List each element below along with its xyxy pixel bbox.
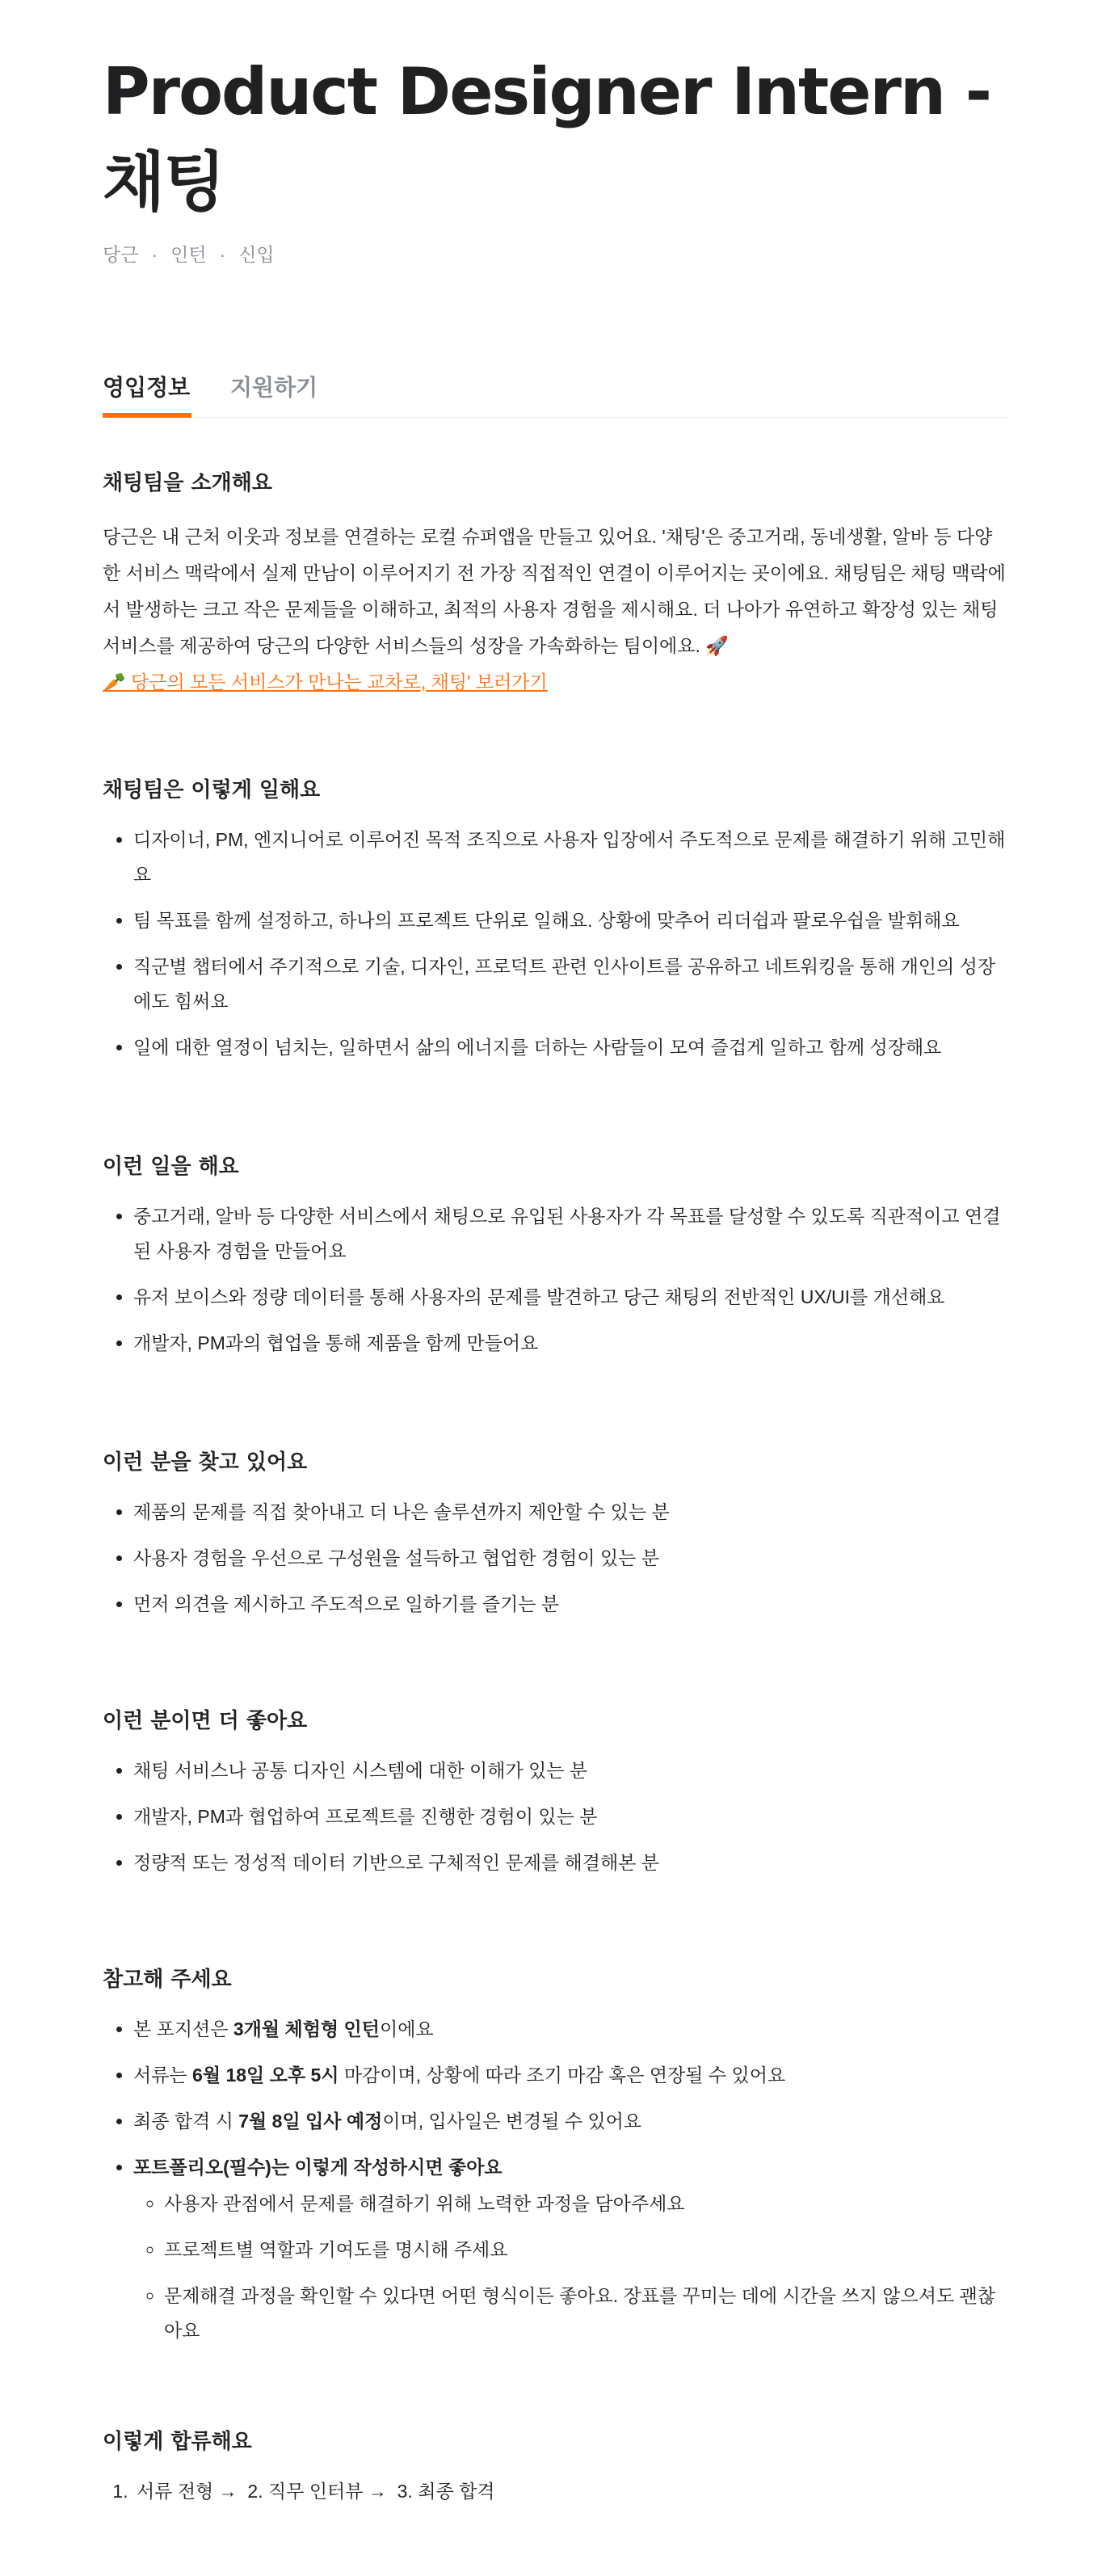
list-item: • 제품의 문제를 직접 찾아내고 더 나은 솔루션까지 제안할 수 있는 분	[133, 1495, 1007, 1530]
section-notes	[103, 1965, 1007, 2359]
requirements-list	[103, 1495, 1007, 1622]
note-text: 마감이며, 상황에 따라 조기 마감 혹은 연장될 수 있어요	[339, 2065, 786, 2086]
list-item: • 팀 목표를 함께 설정하고, 하나의 프로젝트 단위로 일해요. 상황에 맞추어 리더쉽과 팔로우쉽을 발휘해요	[133, 903, 1007, 938]
list-item: ◦ 사용자 관점에서 문제를 해결하기 위해 노력한 과정을 담아주세요	[164, 2187, 1007, 2221]
arrow-right-icon: →	[368, 2481, 387, 2502]
list-item: • 정량적 또는 정성적 데이터 기반으로 구체적인 문제를 해결해본 분	[133, 1846, 1007, 1880]
list-item	[133, 2058, 1007, 2093]
section-title: 이런 일을 해요	[103, 1155, 239, 1179]
note-emphasis: 포트폴리오(필수)는 이렇게 작성하시면 좋아요	[133, 2157, 503, 2178]
process-steps: 1. 서류 전형 → 2. 직무 인터뷰 → 3. 최종 합격	[133, 2474, 1007, 2509]
list-item: • 먼저 의견을 제시하고 주도적으로 일하기를 즐기는 분	[133, 1587, 1007, 1622]
list-item	[133, 2104, 1007, 2139]
step-final-offer: 최종 합격	[418, 2481, 495, 2502]
chat-story-link[interactable]: 🥕 당근의 모든 서비스가 만나는 교차로, 채팅' 보러가기	[103, 671, 548, 692]
section-title: 이런 분이면 더 좋아요	[103, 1709, 308, 1733]
list-item: • 사용자 경험을 우선으로 구성원을 설득하고 협업한 경험이 있는 분	[133, 1541, 1007, 1576]
note-text: 본 포지션은	[133, 2018, 233, 2039]
section-title: 채팅팀을 소개해요	[103, 471, 272, 495]
meta-company: 당근	[103, 244, 139, 265]
list-item: ◦ 문제해결 과정을 확인할 수 있다면 어떤 형식이든 좋아요. 장표를 꾸미는 데에 시간을 쓰지 않으셔도 괜찮아요	[164, 2279, 1007, 2348]
list-item: • 채팅 서비스나 공통 디자인 시스템에 대한 이해가 있는 분	[133, 1753, 1007, 1788]
meta-employment-type: 인턴	[170, 244, 207, 265]
list-item: ◦ 프로젝트별 역할과 기여도를 명시해 주세요	[164, 2233, 1007, 2267]
step-document-review: 서류 전형	[137, 2481, 214, 2502]
intro-paragraph	[103, 519, 1007, 701]
note-text: 이며, 입사일은 변경될 수 있어요	[382, 2111, 642, 2132]
list-item: • 유저 보이스와 정량 데이터를 통해 사용자의 문제를 발견하고 당근 채팅의 전반적인 UX/UI를 개선해요	[133, 1280, 1007, 1315]
note-emphasis: 3개월 체험형 인턴	[233, 2018, 380, 2039]
tab-bar	[103, 365, 1007, 418]
note-text: 최종 합격 시	[133, 2111, 239, 2132]
preferred-list	[103, 1753, 1007, 1880]
list-item	[133, 2012, 1007, 2047]
section-process	[103, 2427, 1007, 2509]
section-preferred	[103, 1707, 1007, 1892]
note-text: 서류는	[133, 2065, 193, 2086]
section-title: 이렇게 합류해요	[103, 2430, 252, 2454]
note-text: 이에요	[379, 2018, 434, 2039]
arrow-right-icon: →	[218, 2481, 238, 2502]
tab-apply[interactable]: 지원하기	[230, 374, 318, 401]
meta-separator: ·	[151, 244, 158, 265]
notes-list	[103, 2012, 1007, 2348]
meta-separator: ·	[219, 244, 226, 265]
section-requirements	[103, 1448, 1007, 1633]
note-emphasis: 6월 18일 오후 5시	[192, 2065, 339, 2086]
step-interview: 직무 인터뷰	[268, 2481, 364, 2502]
how-we-work-list	[103, 823, 1007, 1065]
section-title: 참고해 주세요	[103, 1968, 232, 1992]
portfolio-tips-list	[133, 2187, 1007, 2348]
list-item: • 개발자, PM과의 협업을 통해 제품을 함께 만들어요	[133, 1326, 1007, 1361]
list-item: • 직군별 챕터에서 주기적으로 기술, 디자인, 프로덕트 관련 인사이트를 공유하고 네트워킹을 통해 개인의 성장에도 힘써요	[133, 949, 1007, 1019]
list-item: • 개발자, PM과 협업하여 프로젝트를 진행한 경험이 있는 분	[133, 1799, 1007, 1834]
intro-body: 당근은 내 근처 이웃과 정보를 연결하는 로컬 슈퍼앱을 만들고 있어요. '채팅'은 중고거래, 동네생활, 알바 등 다양한 서비스 맥락에서 실제 만남이 이루어지기 전 가장 직접적인 연결이 이루어지는 곳이에요. 채팅팀은 채팅 맥락에서 발생하는 크고 작은 문제들을 이해하고, 최적의 사용자 경험을 제시해요. 더 나아가 유연하고 확장성 있는 채팅 서비스를 제공하여 당근의 다양한 서비스들의 성장을 가속화하는 팀이에요. 🚀	[103, 526, 1006, 656]
duties-list	[103, 1199, 1007, 1361]
list-item	[133, 2150, 1007, 2348]
content-container	[103, 0, 1007, 2502]
job-meta	[103, 242, 1007, 267]
section-duties	[103, 1152, 1007, 1372]
list-item: • 디자이너, PM, 엔지니어로 이루어진 목적 조직으로 사용자 입장에서 주도적으로 문제를 해결하기 위해 고민해요	[133, 823, 1007, 892]
tab-job-info[interactable]: 영입정보	[103, 365, 191, 418]
section-title: 채팅팀은 이렇게 일해요	[103, 778, 321, 802]
section-how-we-work	[103, 776, 1007, 1076]
meta-career-level: 신입	[238, 244, 275, 265]
page-title: Product Designer Intern - 채팅	[103, 54, 990, 220]
list-item: • 일에 대한 열정이 넘치는, 일하면서 삶의 에너지를 더하는 사람들이 모여 즐겁게 일하고 함께 성장해요	[133, 1030, 1007, 1065]
list-item: • 중고거래, 알바 등 다양한 서비스에서 채팅으로 유입된 사용자가 각 목표를 달성할 수 있도록 직관적이고 연결된 사용자 경험을 만들어요	[133, 1199, 1007, 1269]
hiring-process	[103, 2474, 1007, 2509]
note-emphasis: 7월 8일 입사 예정	[238, 2111, 383, 2132]
section-intro	[103, 469, 1007, 701]
section-title: 이런 분을 찾고 있어요	[103, 1450, 308, 1475]
